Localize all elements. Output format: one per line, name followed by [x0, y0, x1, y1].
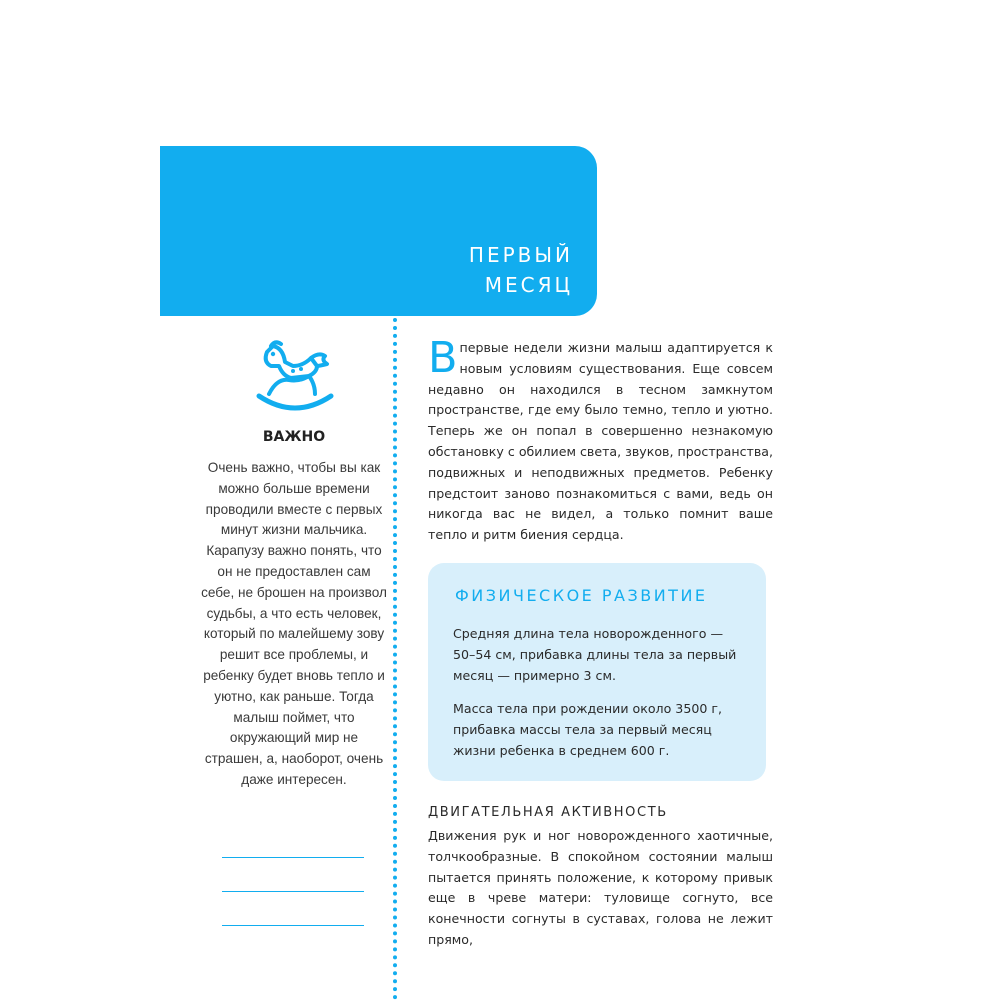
rocking-horse-icon: [255, 338, 335, 418]
chapter-title-line-2: МЕСЯЦ: [484, 273, 573, 297]
column-divider: [393, 318, 397, 1000]
motor-activity-heading: ДВИГАТЕЛЬНАЯ АКТИВНОСТЬ: [428, 805, 668, 820]
body-mass-text: Масса тела при рождении около 3500 г, прибавка массы тела за первый месяц жизни ребенка в среднем 600 г.: [453, 701, 722, 758]
important-heading: ВАЖНО: [262, 429, 326, 445]
drop-cap: В: [428, 333, 458, 383]
chapter-title-line-1: ПЕРВЫЙ: [468, 243, 573, 267]
note-line: [222, 891, 364, 892]
intro-text: первые недели жизни малыш адаптируется к новым условиям существования. Еще совсем недавно он находился в тесном замкнутом пространстве, где ему было темно, тепло и уютно. Теперь же он попал в совершенно незнакомую обстановку с обилием света, звуков, пространства, подвижных и неподвижных предметов. Ребенку предстоит заново познакомиться с вами, ведь он никогда вас не видел, а только помнит ваше тепло и ритм биения сердца.: [428, 340, 773, 543]
note-line: [222, 857, 364, 858]
intro-paragraph: [428, 333, 773, 546]
chapter-header-banner: [160, 146, 597, 316]
physical-development-box: [428, 563, 766, 781]
note-line: [222, 925, 364, 926]
motor-activity-text: Движения рук и ног новорожденного хаотичные, толчкообразные. В спокойном состоянии малыш пытается принять положение, к которому привык еще в чреве матери: туловище согнуто, все конечности согнуты в суставах, голова не лежит прямо,: [428, 828, 773, 947]
physical-development-title: ФИЗИЧЕСКОЕ РАЗВИТИЕ: [455, 586, 708, 605]
important-note-text: Очень важно, чтобы вы как можно больше времени проводили вместе с первых минут жизни мальчика. Карапузу важно понять, что он не предоставлен сам себе, не брошен на произвол судьбы, а что есть человек, который по малейшему зову решит все проблемы, и ребенку будет вновь тепло и уютно, как раньше. Тогда малыш поймет, что окружающий мир не страшен, а, наоборот, очень даже интересен.: [201, 460, 387, 787]
chapter-title: [469, 240, 573, 300]
body-length-text: Средняя длина тела новорожденного — 50–54 см, прибавка длины тела за первый месяц — примерно 3 см.: [453, 626, 737, 683]
